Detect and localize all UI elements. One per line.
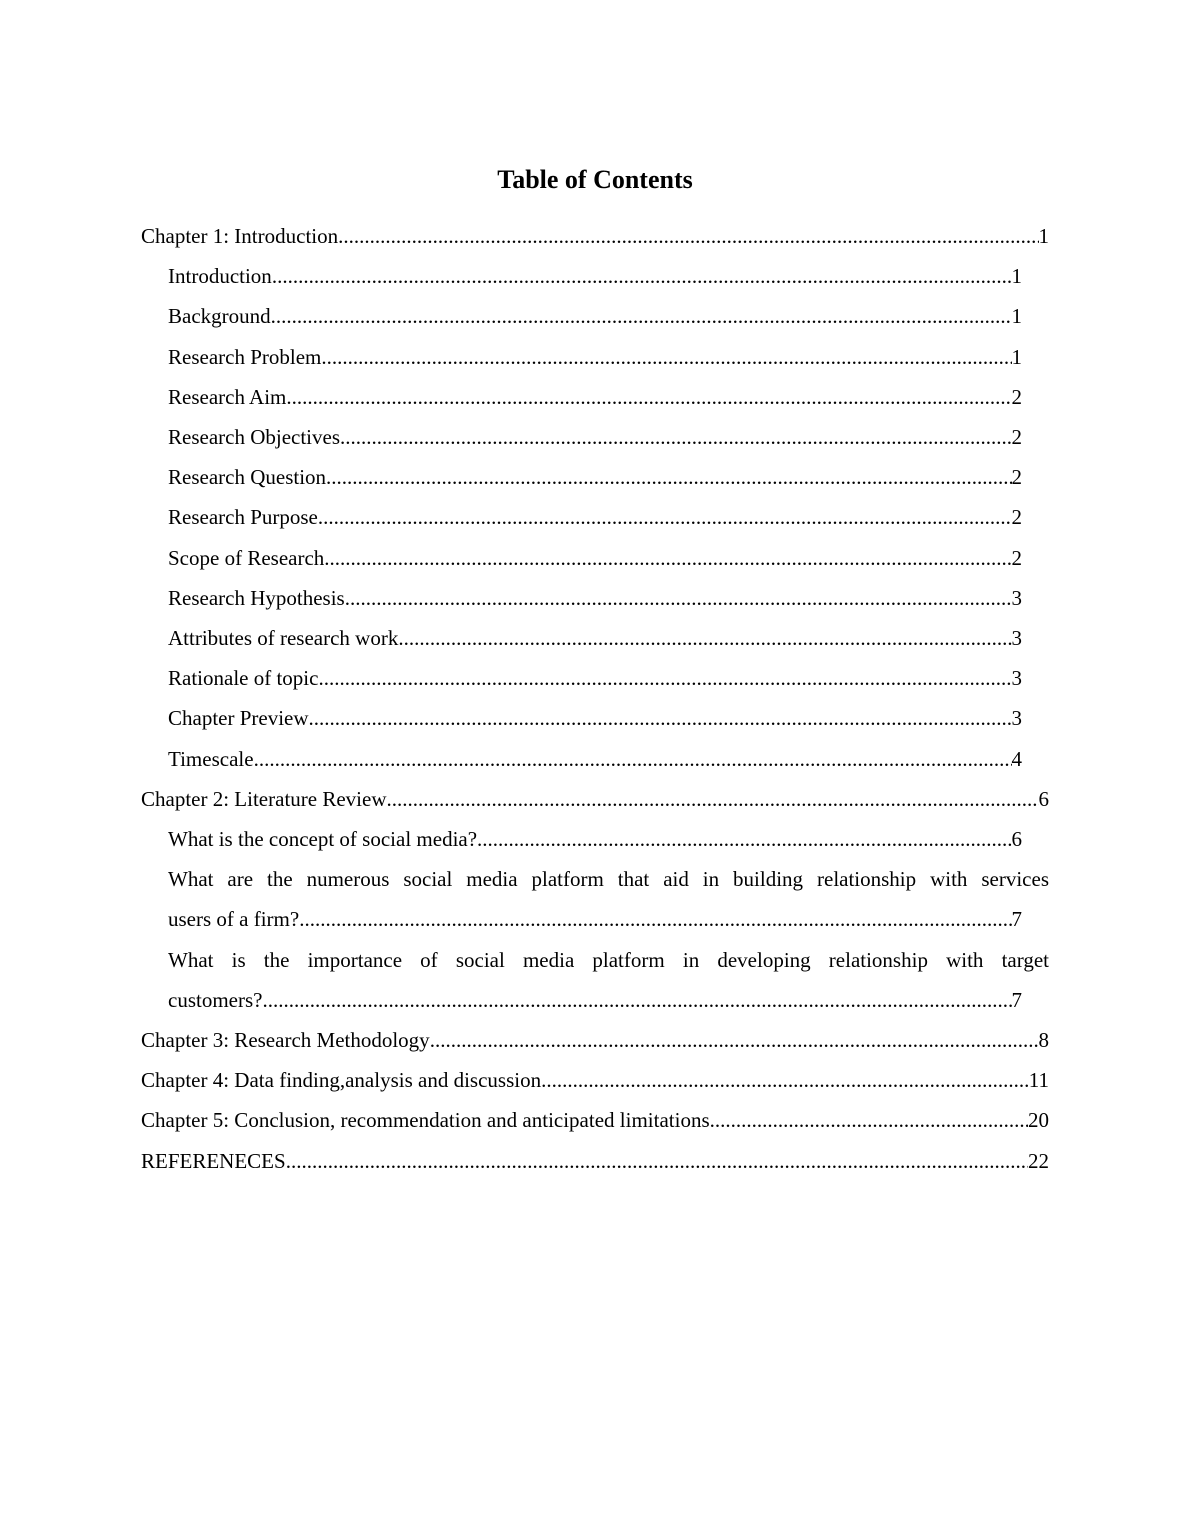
toc-list (141, 216, 1049, 1181)
toc-page-number: 3 (1011, 626, 1022, 651)
toc-page-number: 6 (1011, 827, 1022, 852)
toc-page-number: 7 (1011, 907, 1022, 932)
toc-entry-research-problem[interactable] (168, 337, 1022, 377)
toc-entry-chapter-5[interactable] (141, 1100, 1049, 1140)
dot-leader (271, 296, 1012, 336)
toc-entry-timescale[interactable] (168, 739, 1022, 779)
toc-entry-label: What is the concept of social media? (168, 827, 478, 852)
toc-entry-scope-of-research[interactable] (168, 538, 1022, 578)
toc-entry-label: Background (168, 304, 271, 329)
toc-page-number: 8 (1038, 1028, 1049, 1053)
toc-entry-label: Research Question (168, 465, 327, 490)
dot-leader (318, 658, 1011, 698)
toc-entry-label: Timescale (168, 746, 254, 771)
toc-page-number: 1 (1038, 224, 1049, 248)
toc-entry-attributes-of-research-work[interactable] (168, 618, 1022, 658)
dot-leader (326, 457, 1011, 497)
dot-leader (398, 618, 1011, 658)
toc-entry-label: Scope of Research (168, 545, 325, 570)
toc-entry-references[interactable] (141, 1141, 1049, 1181)
toc-entry-chapter-1[interactable] (141, 216, 1049, 256)
toc-page-number: 2 (1011, 545, 1022, 570)
toc-entry-label: Chapter 4: Data finding,analysis and discussion (141, 1068, 542, 1093)
toc-entry-importance-of-social-media[interactable] (168, 940, 1049, 1020)
toc-entry-label: Chapter 2: Literature Review (141, 786, 387, 811)
dot-leader (340, 417, 1011, 457)
toc-page-number: 3 (1011, 706, 1022, 731)
toc-entry-line-2 (168, 980, 1022, 1020)
dot-leader (262, 980, 1011, 1020)
toc-entry-label-line-2: users of a firm? (168, 907, 300, 932)
toc-entry-chapter-2[interactable] (141, 779, 1049, 819)
toc-page-number: 2 (1011, 465, 1022, 490)
toc-entry-label-line-2: customers? (168, 987, 263, 1012)
toc-entry-label-line-1: What is the importance of social media platform in developing relationship with target (168, 947, 1049, 972)
dot-leader (477, 819, 1011, 859)
toc-entry-label: REFERENECES (141, 1148, 286, 1173)
dot-leader (541, 1060, 1029, 1100)
toc-entry-label: Research Aim (168, 384, 287, 409)
toc-entry-research-question[interactable] (168, 457, 1022, 497)
toc-entry-social-media-platforms[interactable] (168, 859, 1049, 939)
toc-entry-concept-of-social-media[interactable] (168, 819, 1022, 859)
toc-entry-label: Chapter 1: Introduction (141, 224, 339, 248)
toc-entry-rationale-of-topic[interactable] (168, 658, 1022, 698)
toc-entry-line-2 (168, 899, 1022, 939)
toc-page-number: 7 (1011, 987, 1022, 1012)
toc-page-number: 2 (1011, 425, 1022, 450)
dot-leader (387, 779, 1039, 819)
dot-leader (254, 739, 1012, 779)
toc-entry-label: Research Objectives (168, 425, 341, 450)
dot-leader (309, 698, 1012, 738)
dot-leader (345, 578, 1012, 618)
dot-leader (324, 538, 1011, 578)
toc-page-number: 1 (1011, 304, 1022, 329)
dot-leader (286, 377, 1011, 417)
toc-entry-label: Introduction (168, 264, 272, 289)
toc-entry-background[interactable] (168, 296, 1022, 336)
dot-leader (318, 497, 1012, 537)
toc-entry-label: Chapter 5: Conclusion, recommendation and anticipated limitations (141, 1108, 710, 1133)
toc-page-number: 3 (1011, 585, 1022, 610)
dot-leader (286, 1141, 1028, 1181)
toc-page-number: 22 (1028, 1148, 1049, 1173)
toc-entry-research-aim[interactable] (168, 377, 1022, 417)
toc-entry-label: Chapter 3: Research Methodology (141, 1028, 430, 1053)
toc-page-number: 4 (1011, 746, 1022, 771)
toc-entry-label: Research Hypothesis (168, 585, 345, 610)
dot-leader (299, 899, 1011, 939)
toc-page-number: 2 (1011, 384, 1022, 409)
toc-page-number: 3 (1011, 666, 1022, 691)
toc-page-number: 6 (1038, 786, 1049, 811)
toc-title: Table of Contents (497, 165, 693, 194)
dot-leader (272, 256, 1012, 296)
toc-entry-label-line-1: What are the numerous social media platform that aid in building relationship with services (168, 867, 1049, 892)
toc-entry-label: Chapter Preview (168, 706, 309, 731)
toc-entry-label: Research Purpose (168, 505, 318, 530)
dot-leader (321, 337, 1011, 377)
toc-entry-chapter-3[interactable] (141, 1020, 1049, 1060)
toc-page-number: 1 (1011, 344, 1022, 369)
toc-page-number: 1 (1011, 264, 1022, 289)
toc-page-number: 20 (1028, 1108, 1049, 1133)
dot-leader (338, 216, 1038, 256)
toc-entry-research-objectives[interactable] (168, 417, 1022, 457)
toc-page-number: 2 (1011, 505, 1022, 530)
toc-entry-chapter-4[interactable] (141, 1060, 1049, 1100)
toc-entry-research-purpose[interactable] (168, 497, 1022, 537)
toc-entry-introduction[interactable] (168, 256, 1022, 296)
dot-leader (430, 1020, 1039, 1060)
toc-page-number: 11 (1028, 1068, 1049, 1093)
toc-entry-research-hypothesis[interactable] (168, 578, 1022, 618)
toc-entry-label: Rationale of topic (168, 666, 319, 691)
toc-entry-label: Attributes of research work (168, 626, 399, 651)
toc-entry-label: Research Problem (168, 344, 322, 369)
toc-entry-chapter-preview[interactable] (168, 698, 1022, 738)
dot-leader (710, 1100, 1028, 1140)
